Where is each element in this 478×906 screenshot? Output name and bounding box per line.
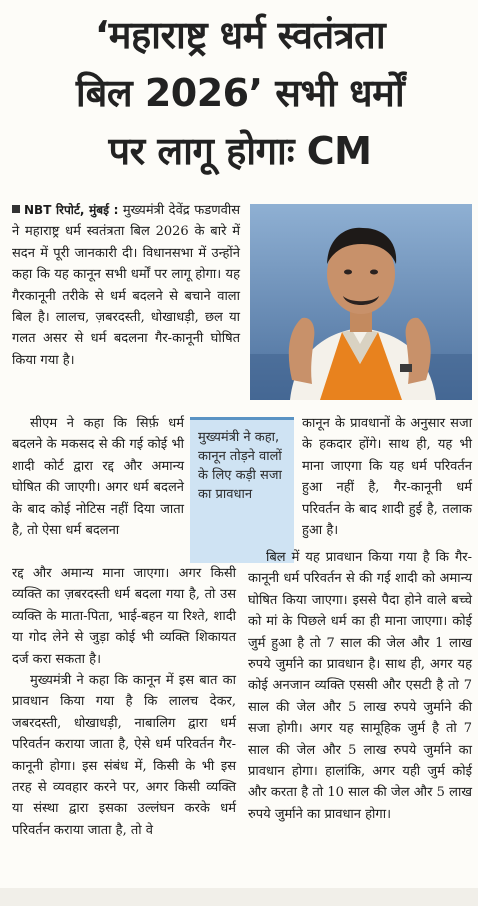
pullquote-text: मुख्यमंत्री ने कहा, कानून तोड़ने वालों के लिए कड़ी सजा का प्रावधान bbox=[198, 430, 282, 502]
paragraph-3-continued: कानून के प्रावधानों के अनुसार सजा के हकदार होंगे। साथ ही, यह भी माना जाएगा कि यह धर्म परिवर्तन हुआ नहीं है, गैर-कानूनी धर्म परिवर्तन के बाद शादी हुई है, तलाक हुआ है। bbox=[302, 416, 472, 539]
cm-photo bbox=[250, 204, 472, 400]
headline bbox=[10, 6, 470, 180]
byline-bullet-icon bbox=[12, 205, 20, 213]
lead-paragraph bbox=[12, 200, 240, 371]
article-column-left-narrow bbox=[12, 413, 184, 541]
headline-line-3: पर लागू होगाः CM bbox=[108, 129, 372, 173]
paragraph-2-narrow: सीएम ने कहा कि सिर्फ़ धर्म बदलने के मकसद से की गई कोई भी शादी कोर्ट द्वारा रद्द और अमान्य घोषित की जाएगी। अगर धर्म बदलने के बाद कोई नोटिस नहीं दिया जाता है, तो ऐसा धर्म बदलना bbox=[12, 416, 184, 539]
lead-text: मुख्यमंत्री देवेंद्र फडणवीस ने महाराष्ट्र धर्म स्वतंत्रता बिल 2026 के बारे में सदन में पूरी जानकारी दी। विधानसभा में उन्होंने कहा कि यह कानून सभी धर्मों पर लागू होगा। यह गैरकानूनी तरीके से धर्म बदलने से बचाने वाला बिल है। लालच, ज़बरदस्ती, धोखाधड़ी, छल या गलत असर से धर्म बदलना गैर-कानूनी घोषित किया गया है। bbox=[12, 203, 240, 368]
pullquote-box bbox=[190, 417, 294, 563]
article-column-left-top bbox=[12, 200, 240, 371]
paragraph-4: बिल में यह प्रावधान किया गया है कि गैर-कानूनी धर्म परिवर्तन से की गई शादी को अमान्य घोषित किया जाएगा। इससे पैदा होने वाले बच्चे को मां के पिछले धर्म का ही माना जाएगा। कोई जुर्म हुआ है तो 7 साल की जेल और 1 लाख रुपये जुर्माने का प्रावधान है। साथ ही, अगर यह कोई अनजान व्यक्ति एससी और एसटी है तो 7 साल की जेल और 5 लाख रुपये जुर्माने की सजा होगी। अगर यह सामूहिक जुर्म है तो 7 साल की जेल और 5 लाख रुपये जुर्माने का प्रावधान होगा। हालांकि, अगर यही जुर्म कोई और करता है तो 10 साल की जेल और 5 लाख रुपये जुर्माने का प्रावधान होगा। bbox=[248, 550, 472, 822]
page-bottom-margin bbox=[0, 888, 478, 906]
paragraph-3: मुख्यमंत्री ने कहा कि कानून में इस बात का प्रावधान किया गया है कि लालच देकर, जबरदस्ती, धोखाधड़ी, नाबालिग द्वारा धर्म परिवर्तन कराया जाता है, ऐसे धर्म परिवर्तन गैर-कानूनी होगा। इस संबंध में, किसी के भी इस तरह से व्यवहार करने पर, अगर किसी व्यक्ति या संस्था द्वारा इसका उल्लंघन करके धर्म परिवर्तन कराया जाता है, तो वे bbox=[12, 673, 236, 838]
paragraph-2-rest: रद्द और अमान्य माना जाएगा। अगर किसी व्यक्ति का ज़बरदस्ती धर्म बदला गया है, तो उस व्यक्ति के माता-पिता, भाई-बहन या रिश्ते, शादी या गोद लेने से जुड़ा कोई भी व्यक्ति शिकायत दर्ज करा सकता है। bbox=[12, 566, 236, 667]
headline-line-2: बिल 2026’ सभी धर्मों bbox=[75, 71, 405, 115]
byline: NBT रिपोर्ट, मुंबई : bbox=[24, 203, 119, 217]
headline-line-1: ‘महाराष्ट्र धर्म स्वतंत्रता bbox=[94, 13, 386, 57]
article-column-left-bottom bbox=[12, 563, 236, 841]
article-column-right-narrow bbox=[302, 413, 472, 541]
cm-portrait-illustration bbox=[250, 204, 472, 400]
article-column-right-bottom bbox=[248, 547, 472, 825]
